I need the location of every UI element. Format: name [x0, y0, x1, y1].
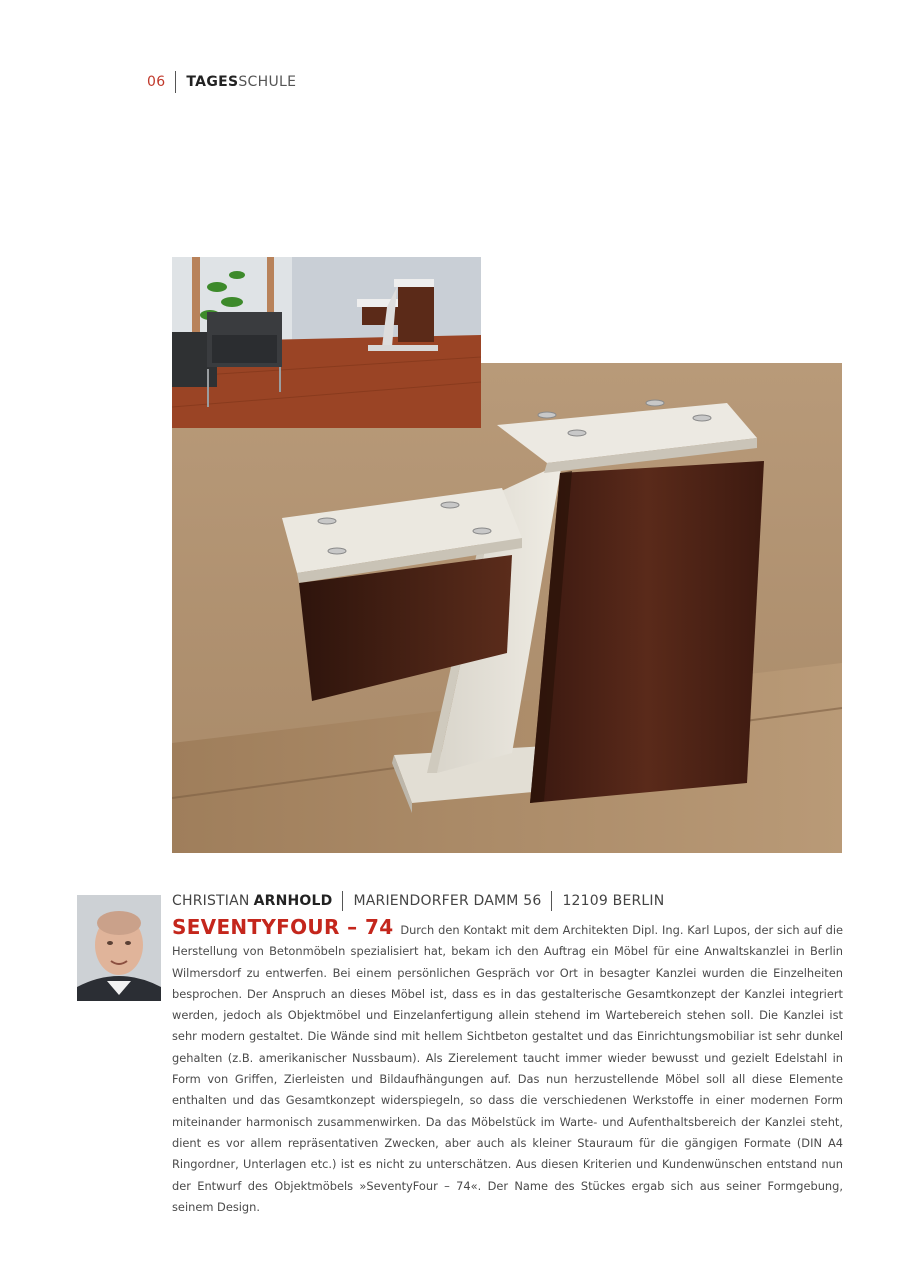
- product-photo-illustration: [172, 363, 842, 853]
- byline-divider: [342, 891, 343, 911]
- product-photo: [172, 363, 842, 853]
- render-inset: [172, 257, 481, 428]
- page-number: 06: [147, 74, 166, 90]
- byline-divider: [551, 891, 552, 911]
- article-body: [172, 917, 843, 1218]
- author-first-name: CHRISTIAN: [172, 893, 250, 909]
- author-portrait: [77, 895, 161, 1001]
- portrait-illustration: [77, 895, 161, 1001]
- article-text: Durch den Kontakt mit dem Architekten Dipl. Ing. Karl Lupos, der sich auf die Herstellung von Betonmöbeln spezialisiert hat, bekam ich den Auftrag ein Möbel für eine Anwaltskanzlei in Berlin Wilmersdorf zu entwerfen. Bei einem persönlichen Gespräch vor Ort in besagter Kanzlei wurden die Einzelheiten besprochen. Der Anspruch an dieses Möbel ist, dass es in das gestalterische Gesamtkonzept der Kanzlei integriert werden, jedoch als Objektmöbel und Einzelanfertigung allein stehend im Wartebereich stehen soll. Die Kanzlei ist sehr modern gestaltet. Die Wände sind mit hellem Sichtbeton gestaltet und das Einrichtungsmobiliar ist sehr dunkel gehalten (z.B. amerikanischer Nussbaum). Als Zierelement taucht immer wieder bewusst und gezielt Edelstahl in Form von Griffen, Zierleisten und Bildaufhängungen auf. Das nun herzustellende Möbel soll all diese Elemente enthalten und das Gesamtkonzept widerspiegeln, so dass die verschiedenen Werkstoffe in einer modernen Form miteinander harmonisch zusammenwirken. Da das Möbelstück im Warte- und Aufenthaltsbereich der Kanzlei steht, dient es vor allem repräsentativen Zwecken, aber auch als kleiner Stauraum für die gängigen Formate (DIN A4 Ringordner, Unterlagen etc.) ist es nicht zu unterschätzen. Aus diesen Kriterien und Kundenwünschen entstand nun der Entwurf des Objektmöbels »SeventyFour – 74«. Der Name des Stückes ergab sich aus seiner Formgebung, seinem Design.: [172, 923, 843, 1214]
- section-title-light: SCHULE: [238, 74, 297, 90]
- page-header: [147, 71, 296, 93]
- section-title-bold: TAGES: [186, 74, 239, 90]
- render-illustration: [172, 257, 481, 428]
- author-byline: [172, 890, 664, 912]
- author-last-name: ARNHOLD: [253, 893, 333, 909]
- product-title: SEVENTYFOUR – 74: [172, 915, 394, 939]
- author-street: MARIENDORFER DAMM 56: [353, 893, 542, 909]
- author-city: 12109 BERLIN: [562, 893, 665, 909]
- header-divider: [175, 71, 176, 93]
